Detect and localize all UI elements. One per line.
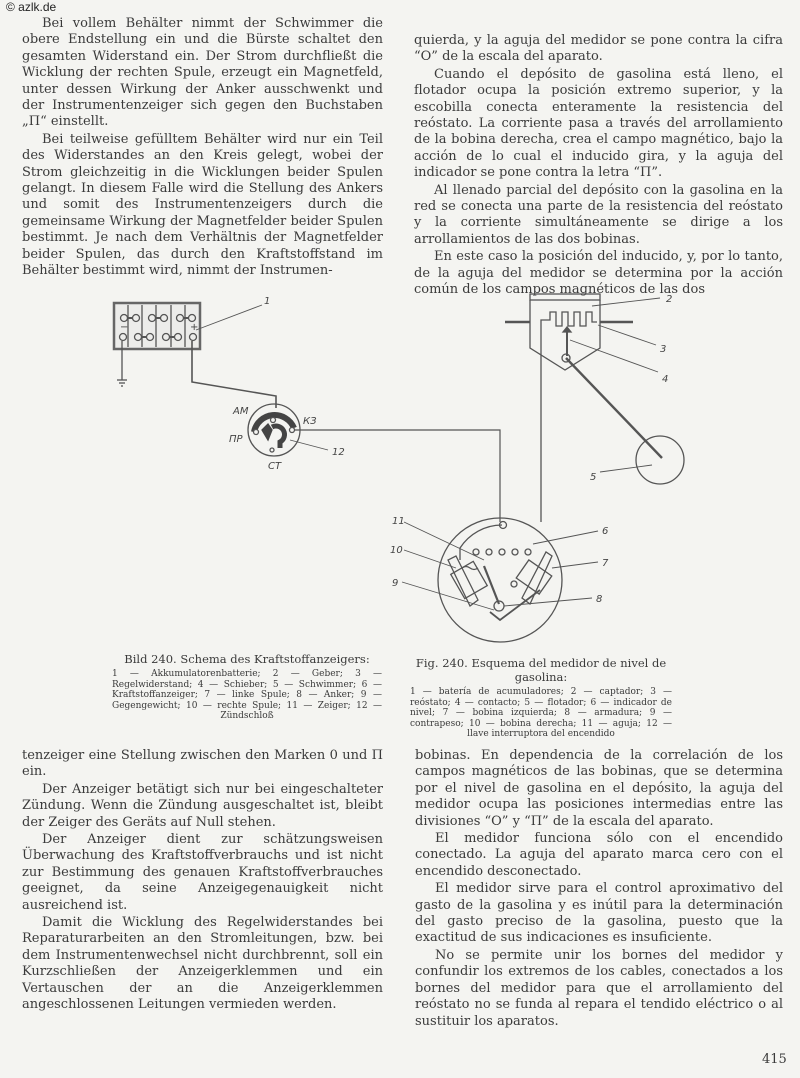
switch-label-kz: КЗ — [303, 416, 317, 427]
callout-12: 12 — [332, 447, 345, 458]
callout-5: 5 — [590, 472, 597, 483]
callout-10: 10 — [390, 545, 403, 556]
paragraph: Der Anzeiger betätigt sich nur bei eingeschalteter Zündung. Wenn die Zündung ausgeschaltet ist, bleibt der Zeiger des Geräts auf Null stehen. — [22, 781, 383, 830]
paragraph: Bei vollem Behälter nimmt der Schwimmer die obere Endstellung ein und die Bürste schaltet den gesamten Widerstand ein. Der Strom durchfließt die Wicklung der rechten Spule, erzeugt ein Magnetfeld, unter dessen Wirkung der Anker ausschwenkt und der Instrumentenzeiger sich gegen den Buchstaben „П“ einstellt. — [22, 16, 383, 130]
caption-legend: 1 — batería de acumuladores; 2 — captador; 3 — reóstato; 4 — contacto; 5 — flotador; 6 — indicador de nivel; 7 — bobina izquierda; 8 — armadura; 9 — contrapeso; 10 — bobina derecha; 11 — aguja; 12 — llave interruptora del encendido — [410, 687, 672, 739]
paragraph: Damit die Wicklung des Regelwiderstandes bei Reparaturarbeiten an den Stromleitungen, bzw. bei dem Instrumentenwechsel nicht durchbrennt, soll ein Kurzschließen der Anzeigerklemmen und ein Vertauschen der an die Anzeigerklemmen angeschlossenen Leitungen vermieden werden. — [22, 915, 383, 1013]
caption-title: Fig. 240. Esquema del medidor de nivel de gasolina: — [415, 656, 667, 684]
ground-icon — [117, 380, 127, 386]
callout-3: 3 — [660, 344, 667, 355]
caption-title: Bild 240. Schema des Kraftstoffanzeigers: — [124, 652, 370, 666]
figure-caption-spanish — [410, 656, 672, 740]
switch-label-pr: ПР — [229, 434, 243, 445]
callout-4: 4 — [662, 374, 669, 385]
paragraph: Al llenado parcial del depósito con la gasolina en la red se conecta una parte de la resistencia del reóstato y la corriente simultáneamente se dirige a los arrollamientos de las dos bobinas. — [414, 182, 783, 247]
paragraph: El medidor sirve para el control aproximativo del gasto de la gasolina y es inútil para la determinación del gasto preciso de la gasolina, puesto que la exactitud de sus indicaciones es insuficiente. — [415, 881, 783, 946]
paragraph: En este caso la posición del inducido, y, por lo tanto, de la aguja del medidor se determina por la acción común de los campos magnéticos de las dos — [414, 249, 783, 298]
paragraph: Bei teilweise gefülltem Behälter wird nur ein Teil des Widerstandes an den Kreis gelegt, wobei der Strom gleichzeitig in die Wicklungen beider Spulen gelangt. In diesem Falle wird die Stellung des Ankers und somit des Instrumentenzeigers durch die gemeinsame Wirkung der Magnetfelder beider Spulen bestimmt. Je nach dem Verhältnis der Magnetfelder beider Spulen, das durch den Kraftstoffstand im Behälter bestimmt wird, nimmt der Instrumen- — [22, 131, 383, 279]
switch-label-st: СТ — [268, 461, 282, 472]
callout-2: 2 — [666, 294, 673, 305]
wire-battery-to-switch — [192, 341, 276, 408]
callout-7: 7 — [602, 558, 609, 569]
callout-9: 9 — [392, 578, 399, 589]
fuel-sender — [505, 294, 684, 484]
callout-6: 6 — [602, 526, 609, 537]
spanish-text-bottom — [415, 748, 783, 1030]
watermark: © azlk.de — [6, 0, 57, 14]
battery-minus-label: − — [120, 322, 129, 333]
paragraph: Der Anzeiger dient zur schätzungsweisen Überwachung des Kraftstoffverbrauchs und ist nicht zur Bestimmung des genauen Kraftstoffverbrauches geeignet, da seine Anzeigegenauigkeit nicht ausreichend ist. — [22, 832, 383, 913]
fuel-gauge — [438, 518, 562, 642]
callout-1: 1 — [264, 296, 271, 307]
callout-11: 11 — [392, 516, 405, 527]
switch-label-am: AM — [233, 406, 249, 417]
caption-legend: 1 — Akkumulatorenbatterie; 2 — Geber; 3 — Regelwiderstand; 4 — Schieber; 5 — Schwimmer; 6 — Kraftstoffanzeiger; 7 — linke Spule; 8 — Anker; 9 — Gegengewicht; 10 — rechte Spule; 11 — Zeiger; 12 — Zündschloß — [112, 669, 382, 721]
paragraph: El medidor funciona sólo con el encendido conectado. La aguja del aparato marca cero con el encendido desconectado. — [415, 831, 783, 879]
paragraph: Cuando el depósito de gasolina está lleno, el flotador ocupa la posición extremo superior, y la escobilla conecta enteramente la resistencia del reóstato. La corriente pasa a través del arrollamiento de la bobina derecha, crea el campo magnético, bajo la acción de lo cual el inducido gira, y la aguja del indicador se pone contra la letra “П”. — [414, 66, 783, 181]
german-text-bottom — [22, 748, 383, 1014]
paragraph: tenzeiger eine Stellung zwischen den Marken 0 und П ein. — [22, 748, 383, 780]
callout-8: 8 — [596, 594, 603, 605]
wire-switch-to-gauge — [294, 430, 500, 522]
paragraph: bobinas. En dependencia de la correlación de los campos magnéticos de las bobinas, que se determina por el nivel de gasolina en el depósito, la aguja del medidor ocupa las posiciones intermedias entre las divisiones “O” y “П” de la escala del aparato. — [415, 748, 783, 829]
figure-caption-german — [112, 652, 382, 722]
ignition-switch — [248, 404, 300, 456]
page-number: 415 — [762, 1052, 787, 1067]
paragraph: No se permite unir los bornes del medidor y confundir los extremos de los cables, conectados a los bornes del medidor para que el arrollamiento del reóstato no se funda al repara el tendido eléctrico o al sustituir los aparatos. — [415, 947, 783, 1029]
paragraph: quierda, y la aguja del medidor se pone contra la cifra “O” de la escala del aparato. — [414, 33, 783, 65]
battery-plus-label: + — [190, 322, 199, 333]
